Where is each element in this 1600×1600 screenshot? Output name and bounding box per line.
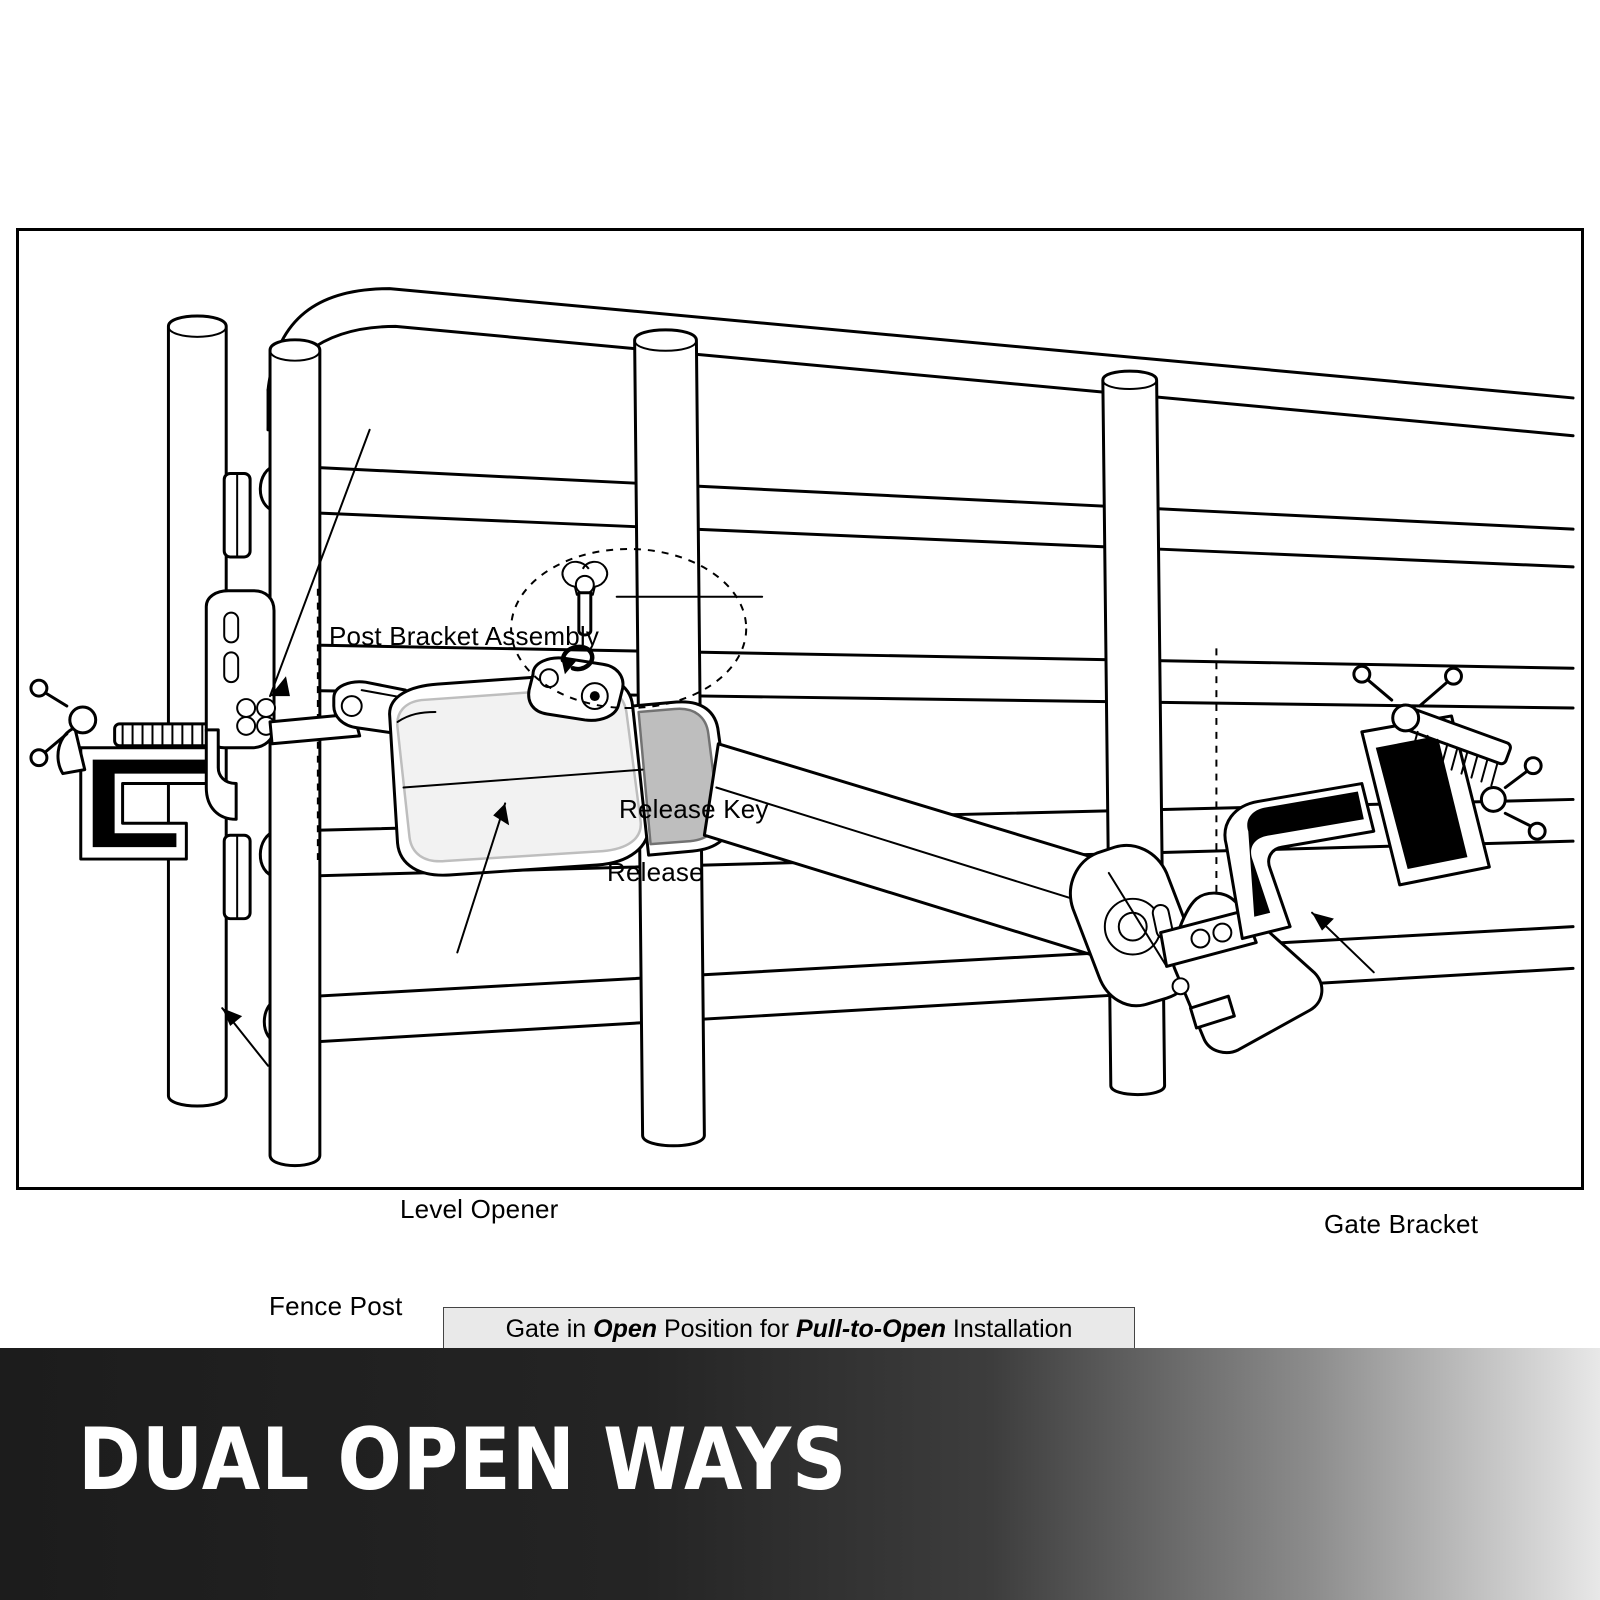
callout-release-key: Release Key	[619, 794, 769, 824]
note-emphasis-pull-to-open: Pull-to-Open	[795, 1315, 946, 1343]
post-bracket-assembly	[206, 591, 275, 820]
banner-title: DUAL OPEN WAYS	[78, 1410, 848, 1510]
note-suffix: Installation	[945, 1315, 1073, 1343]
actuator-extension-tube	[704, 744, 1124, 957]
hinge-lower	[224, 835, 250, 918]
callout-fence-post: Fence Post	[269, 1291, 403, 1321]
fence-rail-top	[268, 289, 1573, 436]
note-row-pull-to-open	[444, 1308, 1134, 1351]
diagram-panel	[16, 228, 1584, 1343]
fence-rail-2	[260, 466, 1573, 567]
bottom-banner	[0, 1348, 1600, 1600]
note-mid: Position for	[657, 1315, 796, 1343]
callout-level-opener: Level Opener	[400, 1194, 559, 1224]
hinge-upper	[224, 473, 250, 556]
gate-opener-illustration	[19, 231, 1581, 1187]
callout-gate-bracket: Gate Bracket	[1324, 1209, 1479, 1239]
gate-upright-1	[270, 340, 320, 1166]
note-emphasis-open: Open	[593, 1315, 658, 1343]
callout-release: Release	[607, 857, 704, 887]
note-prefix: Gate in	[505, 1315, 594, 1343]
callout-post-bracket-assembly: Post Bracket Assembly	[329, 621, 600, 651]
